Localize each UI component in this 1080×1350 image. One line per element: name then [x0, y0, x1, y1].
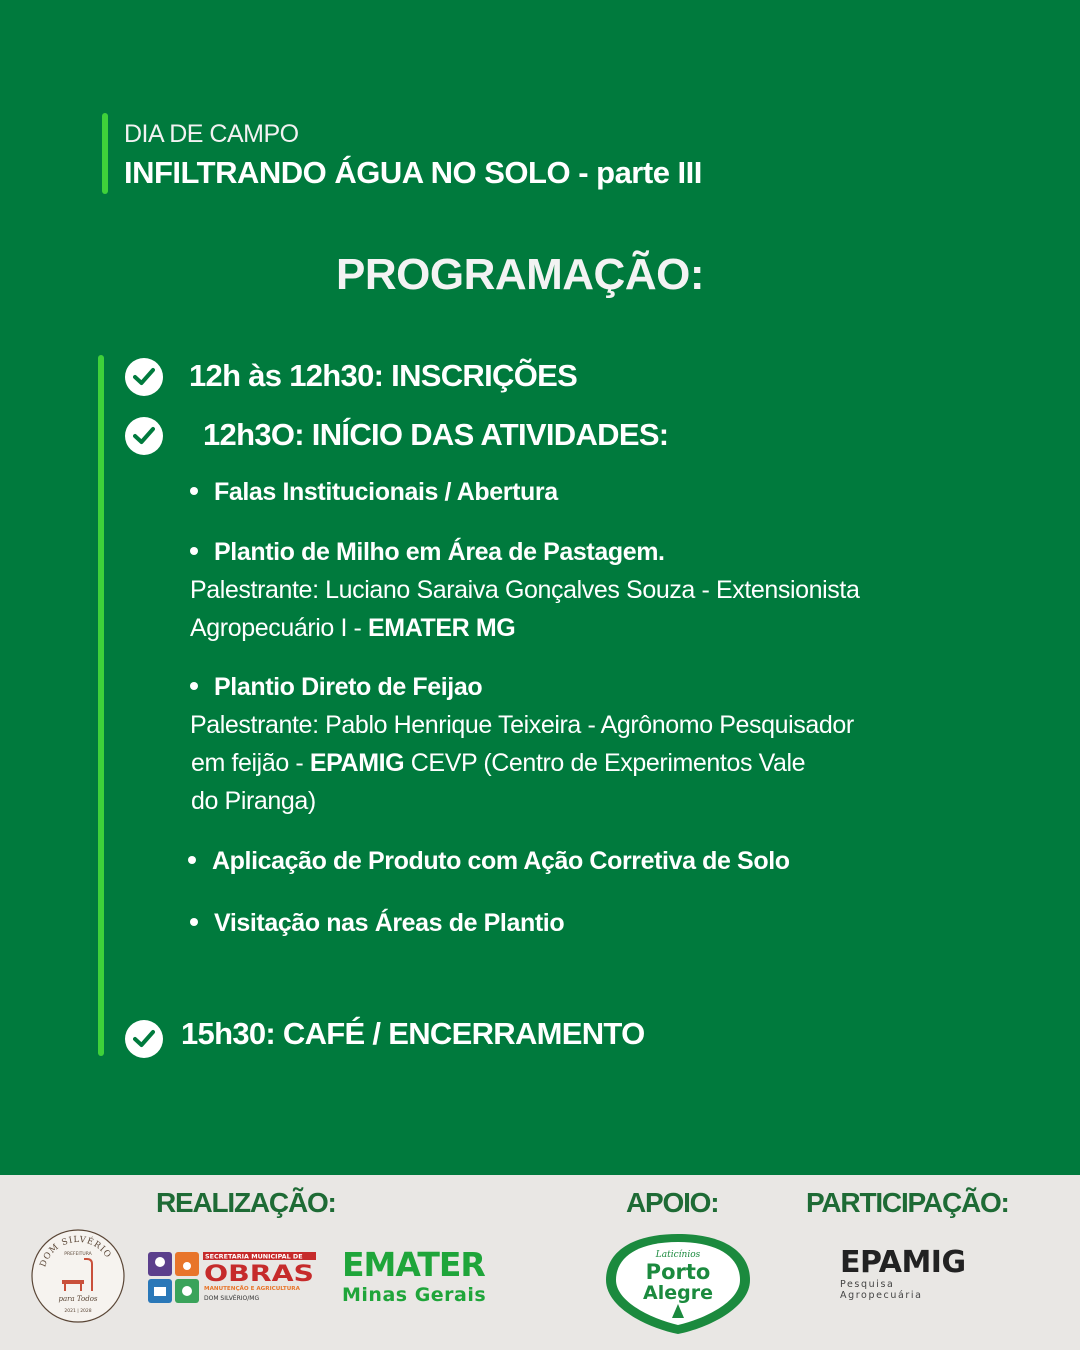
speaker-line: Palestrante: Pablo Henrique Teixeira - Agrônomo Pesquisador: [190, 711, 854, 739]
speaker-center: CEVP (Centro de Experimentos Vale: [404, 749, 806, 777]
speaker-line: [190, 614, 515, 643]
emater-wordmark: EMATER: [342, 1245, 485, 1284]
activity-item: [190, 538, 665, 567]
speaker-line: do Piranga): [191, 787, 316, 815]
apoio-label: APOIO:: [626, 1187, 719, 1218]
activity-item: [188, 847, 790, 876]
dom-silverio-sub: PREFEITURA: [64, 1252, 92, 1257]
dom-silverio-script: para Todos: [58, 1295, 98, 1303]
check-icon: [125, 1020, 163, 1058]
speaker-org: EPAMIG: [309, 749, 405, 777]
speaker-role: em feijão -: [191, 749, 310, 777]
schedule-item-registration: 12h às 12h30: INSCRIÇÕES: [189, 358, 578, 393]
schedule-item-closing: 15h30: CAFÉ / ENCERRAMENTO: [181, 1016, 645, 1051]
program-heading: PROGRAMAÇÃO:: [336, 250, 704, 299]
porto-alegre-logo: [604, 1230, 752, 1336]
dom-silverio-logo: [30, 1228, 126, 1324]
obras-line2: OBRAS: [204, 1262, 314, 1287]
porto-alegre-line2: Alegre: [643, 1282, 713, 1304]
epamig-logo: [840, 1245, 980, 1301]
porto-alegre-line1: Porto: [645, 1260, 711, 1284]
check-icon: [125, 417, 163, 455]
activity-label: Visitação nas Áreas de Plantio: [214, 909, 565, 937]
sponsors-footer: [0, 1175, 1080, 1350]
realizacao-label: REALIZAÇÃO:: [156, 1187, 336, 1218]
schedule-item-activities: 12h3O: INÍCIO DAS ATIVIDADES:: [203, 417, 669, 452]
bullet-icon: [190, 547, 198, 555]
activity-item: [190, 673, 482, 702]
activity-label: Falas Institucionais / Abertura: [214, 478, 558, 506]
check-icon: [125, 358, 163, 396]
participacao-label: PARTICIPAÇÃO:: [806, 1187, 1009, 1218]
speaker-org: EMATER MG: [368, 614, 516, 642]
speaker-line: [191, 749, 805, 778]
activity-label: Plantio de Milho em Área de Pastagem.: [214, 538, 665, 566]
bullet-icon: [190, 487, 198, 495]
dom-silverio-years: 2021 | 2028: [64, 1309, 92, 1314]
bullet-icon: [190, 682, 198, 690]
speaker-role: Agropecuário I -: [190, 614, 369, 642]
emater-subtitle: Minas Gerais: [342, 1284, 487, 1306]
activity-label: Plantio Direto de Feijao: [214, 673, 483, 701]
emater-logo: [342, 1247, 502, 1311]
activity-item: [190, 478, 558, 507]
activity-item: [190, 909, 564, 938]
event-title: INFILTRANDO ÁGUA NO SOLO - parte III: [124, 155, 702, 190]
obras-line1: SECRETARIA MUNICIPAL DE: [205, 1252, 303, 1261]
obras-line3: MANUTENÇÃO E AGRICULTURA: [204, 1286, 300, 1292]
obras-logo: [148, 1250, 318, 1306]
obras-line4: DOM SILVÉRIO/MG: [204, 1295, 260, 1302]
program-accent-bar: [98, 355, 104, 1056]
dom-silverio-name: DOM SILVÉRIO: [38, 1234, 114, 1269]
header-accent-bar: [102, 113, 108, 194]
porto-alegre-line0: Laticínios: [655, 1250, 701, 1260]
activity-label: Aplicação de Produto com Ação Corretiva de Solo: [212, 847, 790, 875]
event-type-label: DIA DE CAMPO: [124, 120, 299, 148]
epamig-subtitle: Pesquisa Agropecuária: [840, 1279, 923, 1301]
speaker-line: Palestrante: Luciano Saraiva Gonçalves Souza - Extensionista: [190, 576, 860, 604]
bullet-icon: [190, 918, 198, 926]
bullet-icon: [188, 856, 196, 864]
epamig-wordmark: EPAMIG: [840, 1245, 966, 1280]
